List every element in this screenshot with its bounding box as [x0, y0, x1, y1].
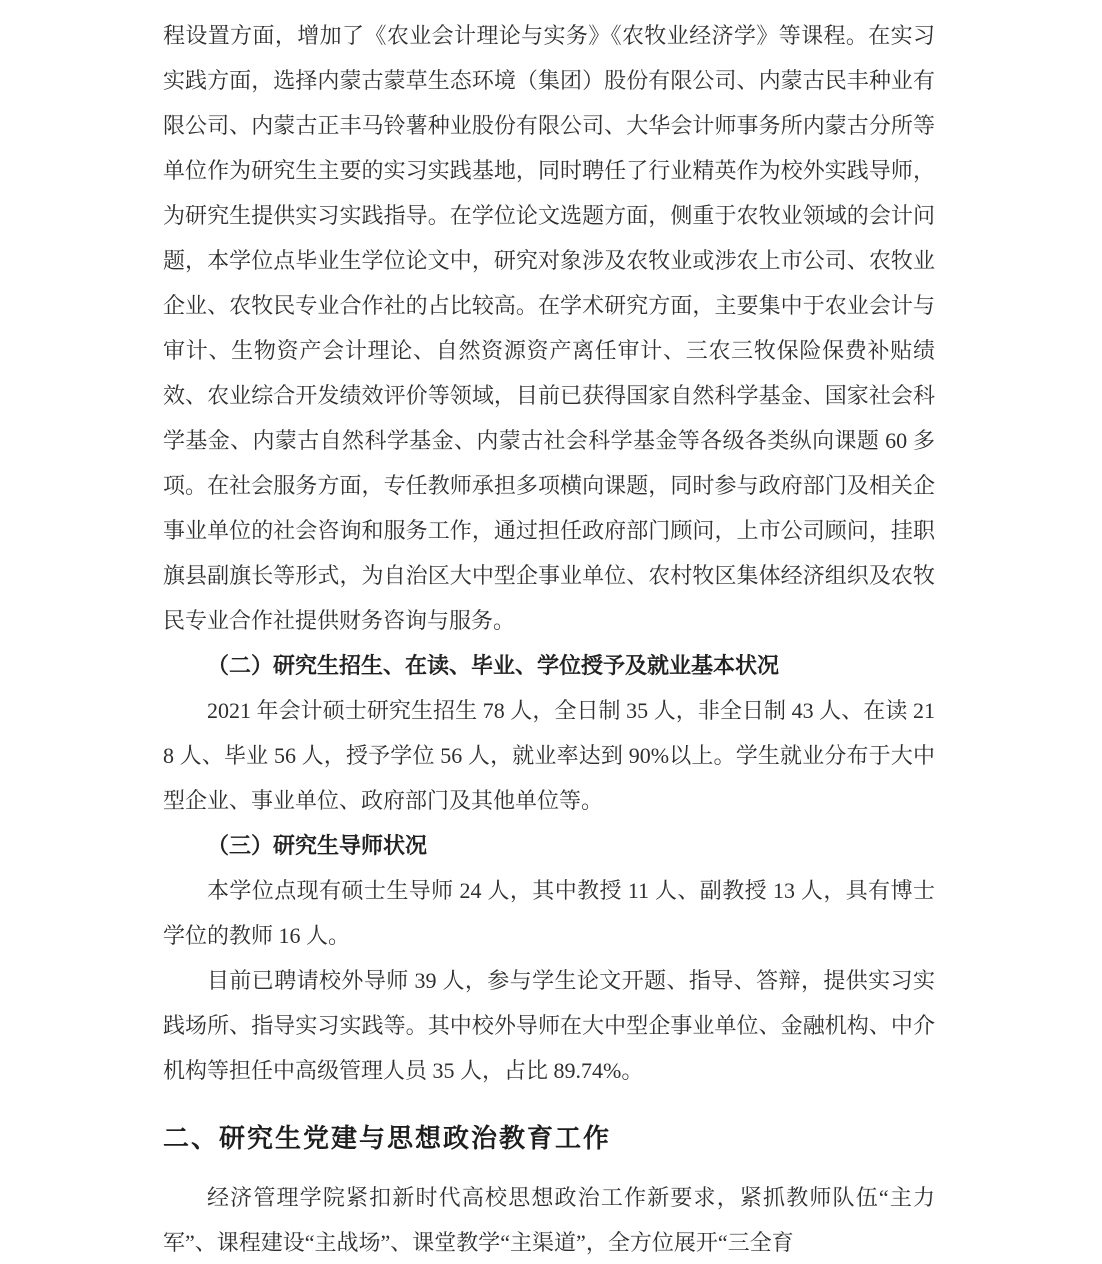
chapter-heading-party-building: 二、研究生党建与思想政治教育工作 [163, 1123, 612, 1153]
paragraph-enrollment-statistics: 2021 年会计硕士研究生招生 78 人，全日制 35 人，非全日制 43 人、在读 218 人、毕业 56 人，授予学位 56 人，就业率达到 90%以上。学生就业分布于大中型企业、事业单位、政府部门及其他单位等。 [163, 698, 935, 813]
paragraph-program-construction: 程设置方面，增加了《农业会计理论与实务》《农牧业经济学》等课程。在实习实践方面，选择内蒙古蒙草生态环境（集团）股份有限公司、内蒙古民丰种业有限公司、内蒙古正丰马铃薯种业股份有限公司、大华会计师事务所内蒙古分所等单位作为研究生主要的实习实践基地，同时聘任了行业精英作为校外实践导师，为研究生提供实习实践指导。在学位论文选题方面，侧重于农牧业领域的会计问题，本学位点毕业生学位论文中，研究对象涉及农牧业或涉农上市公司、农牧业企业、农牧民专业合作社的占比较高。在学术研究方面，主要集中于农业会计与审计、生物资产会计理论、自然资源资产离任审计、三农三牧保险保费补贴绩效、农业综合开发绩效评价等领域，目前已获得国家自然科学基金、国家社会科学基金、内蒙古自然科学基金、内蒙古社会科学基金等各级各类纵向课题 60 多项。在社会服务方面，专任教师承担多项横向课题，同时参与政府部门及相关企事业单位的社会咨询和服务工作，通过担任政府部门顾问，上市公司顾问，挂职旗县副旗长等形式，为自治区大中型企事业单位、农村牧区集体经济组织及农牧民专业合作社提供财务咨询与服务。 [163, 23, 935, 633]
section-heading-supervisor-status: （三）研究生导师状况 [207, 833, 428, 858]
paragraph-ideological-education: 经济管理学院紧扣新时代高校思想政治工作新要求，紧抓教师队伍“主力军”、课程建设“主战场”、课堂教学“主渠道”，全方位展开“三全育 [163, 1185, 935, 1255]
paragraph-supervisor-statistics: 本学位点现有硕士生导师 24 人，其中教授 11 人、副教授 13 人，具有博士学位的教师 16 人。 [163, 878, 935, 948]
section-heading-enrollment-status: （二）研究生招生、在读、毕业、学位授予及就业基本状况 [207, 653, 780, 678]
paragraph-external-supervisors: 目前已聘请校外导师 39 人，参与学生论文开题、指导、答辩，提供实习实践场所、指导实习实践等。其中校外导师在大中型企事业单位、金融机构、中介机构等担任中高级管理人员 35 人，占比 89.74%。 [163, 968, 935, 1083]
